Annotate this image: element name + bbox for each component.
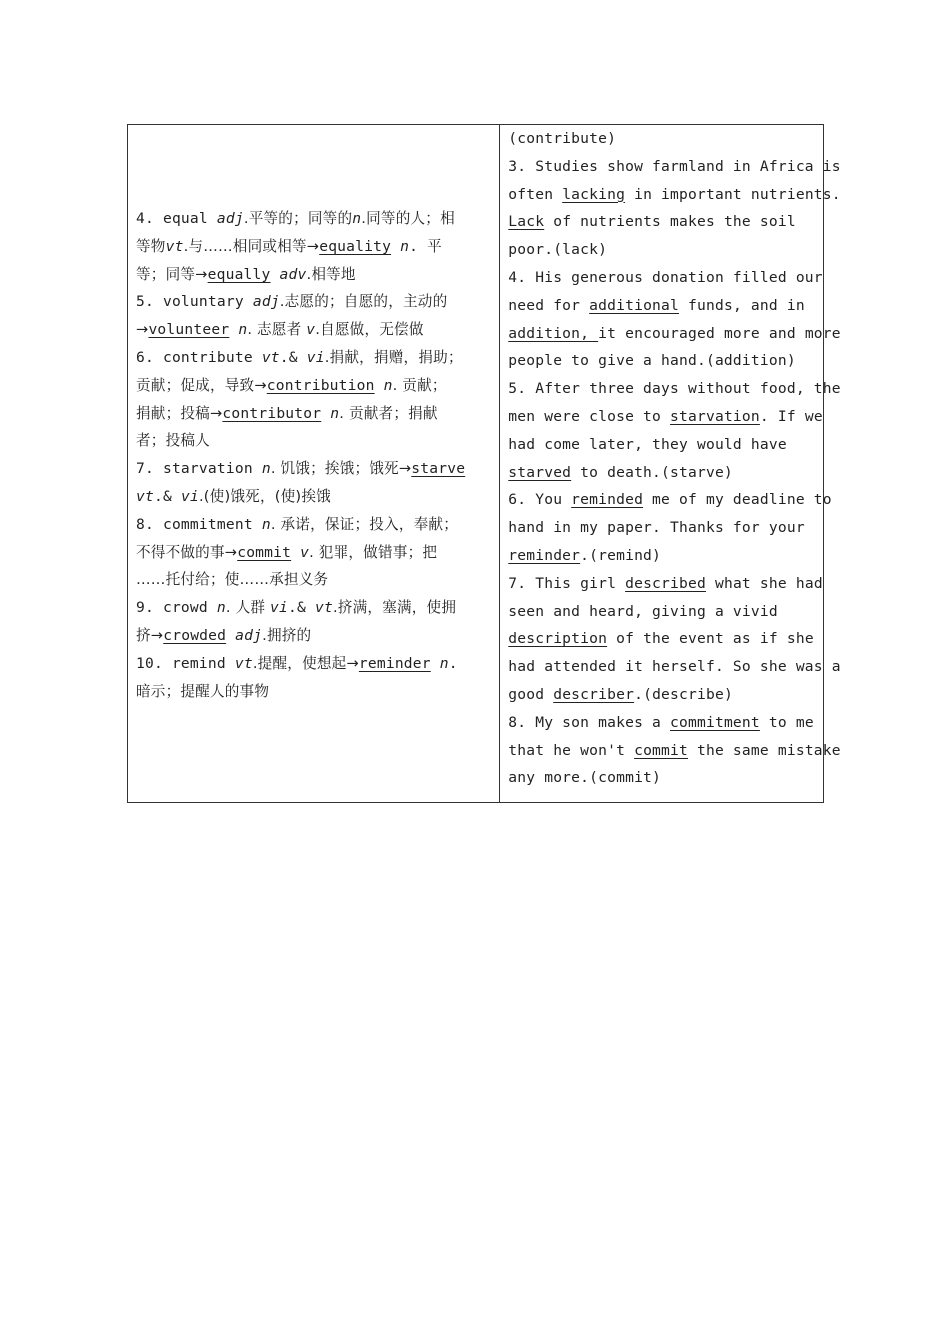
text-segment: .& xyxy=(287,599,315,617)
text-segment: hand in my paper. Thanks for your xyxy=(508,519,805,537)
text-segment: 者；投稿人 xyxy=(136,432,210,450)
text-segment: .志愿的；自愿的，主动的 xyxy=(279,293,448,311)
text-segment: any more.(commit) xyxy=(508,769,662,787)
word-entry-line xyxy=(136,400,491,428)
answer-blank: commit xyxy=(634,741,688,759)
answer-blank: reminded xyxy=(571,491,644,509)
answer-blank: contributor xyxy=(222,404,322,422)
part-of-speech: vt xyxy=(165,237,184,255)
exercise-line xyxy=(508,181,841,209)
text-segment: . xyxy=(409,237,428,255)
part-of-speech: vt xyxy=(234,654,253,672)
text-segment: .同等的人；相 xyxy=(361,210,455,227)
answer-blank: starve xyxy=(411,460,466,478)
text-segment xyxy=(375,377,384,394)
exercise-line xyxy=(508,208,815,236)
text-segment: had attended it herself. So she was a xyxy=(508,658,841,676)
exercise-line xyxy=(508,598,815,626)
exercise-line xyxy=(508,459,815,487)
answer-blank: additional xyxy=(589,296,680,314)
answer-blank: addition, xyxy=(508,324,599,342)
text-segment: 贡献；促成，导致→ xyxy=(136,376,267,394)
answer-blank: commitment xyxy=(670,713,760,731)
part-of-speech: adj xyxy=(216,210,244,227)
text-segment xyxy=(391,238,400,255)
exercise-line xyxy=(508,320,841,348)
text-segment: 4. equal xyxy=(136,210,217,227)
text-segment: 8. My son makes a xyxy=(508,713,671,731)
text-segment: 平 xyxy=(427,237,442,255)
word-entry-line xyxy=(136,594,491,622)
text-segment: to me xyxy=(759,713,814,731)
answer-blank: contribution xyxy=(266,376,375,394)
exercise-line xyxy=(508,486,832,514)
answer-blank: equality xyxy=(319,237,392,255)
text-segment: ……托付给；使……承担义务 xyxy=(136,571,329,589)
text-segment: me of my deadline to xyxy=(643,491,832,509)
part-of-speech: vi xyxy=(270,599,288,617)
part-of-speech: n xyxy=(330,404,340,422)
part-of-speech: n xyxy=(439,654,449,672)
word-entry-line xyxy=(136,566,491,594)
text-segment: .(使)饿死，(使)挨饿 xyxy=(198,487,331,505)
exercise-line xyxy=(508,709,815,737)
text-segment: 6. You xyxy=(508,491,572,509)
text-segment: . 承诺，保证；投入，奉献； xyxy=(270,515,459,533)
exercise-line xyxy=(508,737,841,765)
word-entry-line xyxy=(136,427,491,455)
part-of-speech: v xyxy=(300,543,310,561)
exercise-line xyxy=(508,514,815,542)
part-of-speech: adv xyxy=(279,265,307,283)
text-segment: what she had xyxy=(705,574,823,592)
text-segment: 5. voluntary xyxy=(136,293,253,311)
text-segment: 7. This girl xyxy=(508,574,626,592)
text-segment: 挤→ xyxy=(136,626,164,644)
part-of-speech: vi xyxy=(180,487,199,505)
exercise-line xyxy=(508,542,815,570)
text-segment: .(remind) xyxy=(580,546,662,564)
answer-blank: commit xyxy=(237,543,292,561)
answer-blank: crowded xyxy=(163,626,227,644)
vocabulary-table xyxy=(127,124,841,803)
exercise-line xyxy=(508,625,815,653)
part-of-speech: n xyxy=(400,237,410,255)
text-segment: 4. His generous donation filled our xyxy=(508,268,823,286)
text-segment: 5. After three days without food, the xyxy=(508,380,841,398)
text-segment: 捐献；投稿→ xyxy=(136,404,223,422)
text-segment: . 饥饿；挨饿；饿死→ xyxy=(270,460,412,478)
exercise-line xyxy=(508,653,841,681)
exercise-line xyxy=(508,292,815,320)
text-segment xyxy=(226,627,235,644)
exercise-column xyxy=(500,125,841,803)
exercise-line xyxy=(508,236,815,264)
text-segment: .挤满，塞满，使拥 xyxy=(332,599,457,617)
text-segment: of nutrients makes the soil xyxy=(544,213,796,231)
text-segment: 7. starvation xyxy=(136,460,262,478)
text-segment: had come later, they would have xyxy=(508,435,787,453)
text-segment: that he won't xyxy=(508,741,635,759)
word-entry-line xyxy=(136,261,491,289)
text-segment: . 贡献者；捐献 xyxy=(339,404,438,422)
part-of-speech: n xyxy=(238,321,248,339)
text-segment: .捐献，捐赠，捐助； xyxy=(324,348,463,366)
answer-blank: described xyxy=(625,574,706,592)
table-row xyxy=(128,125,824,803)
text-segment: .& xyxy=(153,487,181,505)
text-segment xyxy=(291,544,300,561)
text-segment: often xyxy=(508,185,563,203)
text-segment: poor.(lack) xyxy=(508,241,608,259)
part-of-speech: n xyxy=(261,515,271,533)
text-segment: (contribute) xyxy=(508,130,617,147)
exercise-line xyxy=(508,153,841,181)
text-segment: 10. remind xyxy=(136,654,235,672)
part-of-speech: adj xyxy=(235,626,263,644)
exercise-line xyxy=(508,347,815,375)
text-segment: . If we xyxy=(759,407,823,425)
exercise-line xyxy=(508,375,841,403)
word-entry-line xyxy=(136,622,491,650)
text-segment: to death.(starve) xyxy=(571,463,733,481)
word-entry-line xyxy=(136,233,491,261)
exercise-line xyxy=(508,570,823,598)
text-segment xyxy=(431,655,440,672)
text-segment: . 贡献； xyxy=(392,376,447,394)
part-of-speech: vt xyxy=(314,599,333,617)
exercise-list xyxy=(508,125,841,802)
text-segment xyxy=(271,266,280,283)
text-segment: . 犯罪，做错事；把 xyxy=(309,543,438,561)
answer-blank: reminder xyxy=(508,546,581,564)
text-segment: 6. contribute xyxy=(136,348,262,366)
text-segment: seen and heard, giving a vivid xyxy=(508,602,778,620)
answer-blank: equally xyxy=(207,265,271,283)
answer-blank: Lack xyxy=(508,213,545,231)
text-segment: 9. crowd xyxy=(136,599,217,617)
answer-blank: describer xyxy=(553,685,635,703)
text-segment: in important nutrients. xyxy=(625,185,841,203)
answer-blank: lacking xyxy=(562,185,626,203)
part-of-speech: n xyxy=(383,376,393,394)
text-segment: of the event as if she xyxy=(607,630,814,648)
word-entry-line xyxy=(136,372,491,400)
word-entry-line xyxy=(136,539,491,567)
word-entry-line xyxy=(136,678,491,706)
text-segment: 暗示；提醒人的事物 xyxy=(136,682,270,700)
answer-blank: starved xyxy=(508,463,572,481)
text-segment: .相等地 xyxy=(306,265,356,283)
exercise-line xyxy=(508,403,823,431)
part-of-speech: vi xyxy=(306,348,325,366)
text-segment: .拥挤的 xyxy=(262,626,312,644)
part-of-speech: adj xyxy=(252,293,280,311)
text-segment: .& xyxy=(279,348,307,366)
text-segment: good xyxy=(508,685,554,703)
text-segment: .与……相同或相等→ xyxy=(183,237,320,255)
text-segment: 等物 xyxy=(136,237,166,255)
text-segment: the same mistake xyxy=(688,741,841,759)
answer-blank: volunteer xyxy=(148,321,230,339)
word-entry-line xyxy=(136,344,491,372)
text-segment: need for xyxy=(508,296,590,314)
text-segment: .平等的；同等的 xyxy=(243,210,353,227)
word-entry-line xyxy=(136,205,491,233)
text-segment: 8. commitment xyxy=(136,515,262,533)
text-segment: .提醒，使想起→ xyxy=(252,654,359,672)
word-forms-column xyxy=(128,125,500,803)
text-segment: . xyxy=(448,654,458,672)
word-entry-line xyxy=(136,511,491,539)
text-segment: 等；同等→ xyxy=(136,265,208,283)
exercise-line xyxy=(508,681,815,709)
text-segment: funds, and in xyxy=(679,296,805,314)
text-segment: it encouraged more and more xyxy=(598,324,841,342)
exercise-line xyxy=(508,764,815,792)
exercise-line xyxy=(508,125,815,153)
text-segment: 不得不做的事→ xyxy=(136,543,238,561)
text-segment: . 志愿者 xyxy=(247,321,307,339)
text-segment: men were close to xyxy=(508,407,671,425)
word-entry-line xyxy=(136,650,491,678)
exercise-line xyxy=(508,264,823,292)
exercise-line xyxy=(508,431,815,459)
part-of-speech: n xyxy=(216,599,226,617)
part-of-speech: v xyxy=(306,321,316,339)
text-segment xyxy=(229,321,238,338)
part-of-speech: vt xyxy=(136,487,154,505)
word-forms-list xyxy=(136,125,491,719)
text-segment xyxy=(321,405,330,422)
text-segment: 3. Studies show farmland in Africa is xyxy=(508,157,841,175)
text-segment: .自愿做，无偿做 xyxy=(315,321,424,339)
word-entry-line xyxy=(136,316,491,344)
word-entry-line xyxy=(136,483,491,511)
text-segment: .(describe) xyxy=(634,685,733,703)
answer-blank: starvation xyxy=(670,407,760,425)
part-of-speech: n xyxy=(352,210,362,227)
text-segment: people to give a hand.(addition) xyxy=(508,352,796,370)
part-of-speech: vt xyxy=(261,348,280,366)
text-segment: . 人群 xyxy=(225,599,270,617)
answer-blank: description xyxy=(508,630,608,648)
answer-blank: reminder xyxy=(358,654,431,672)
part-of-speech: n xyxy=(261,460,271,478)
word-entry-line xyxy=(136,288,491,316)
text-segment: → xyxy=(136,321,149,339)
word-entry-line xyxy=(136,455,491,483)
